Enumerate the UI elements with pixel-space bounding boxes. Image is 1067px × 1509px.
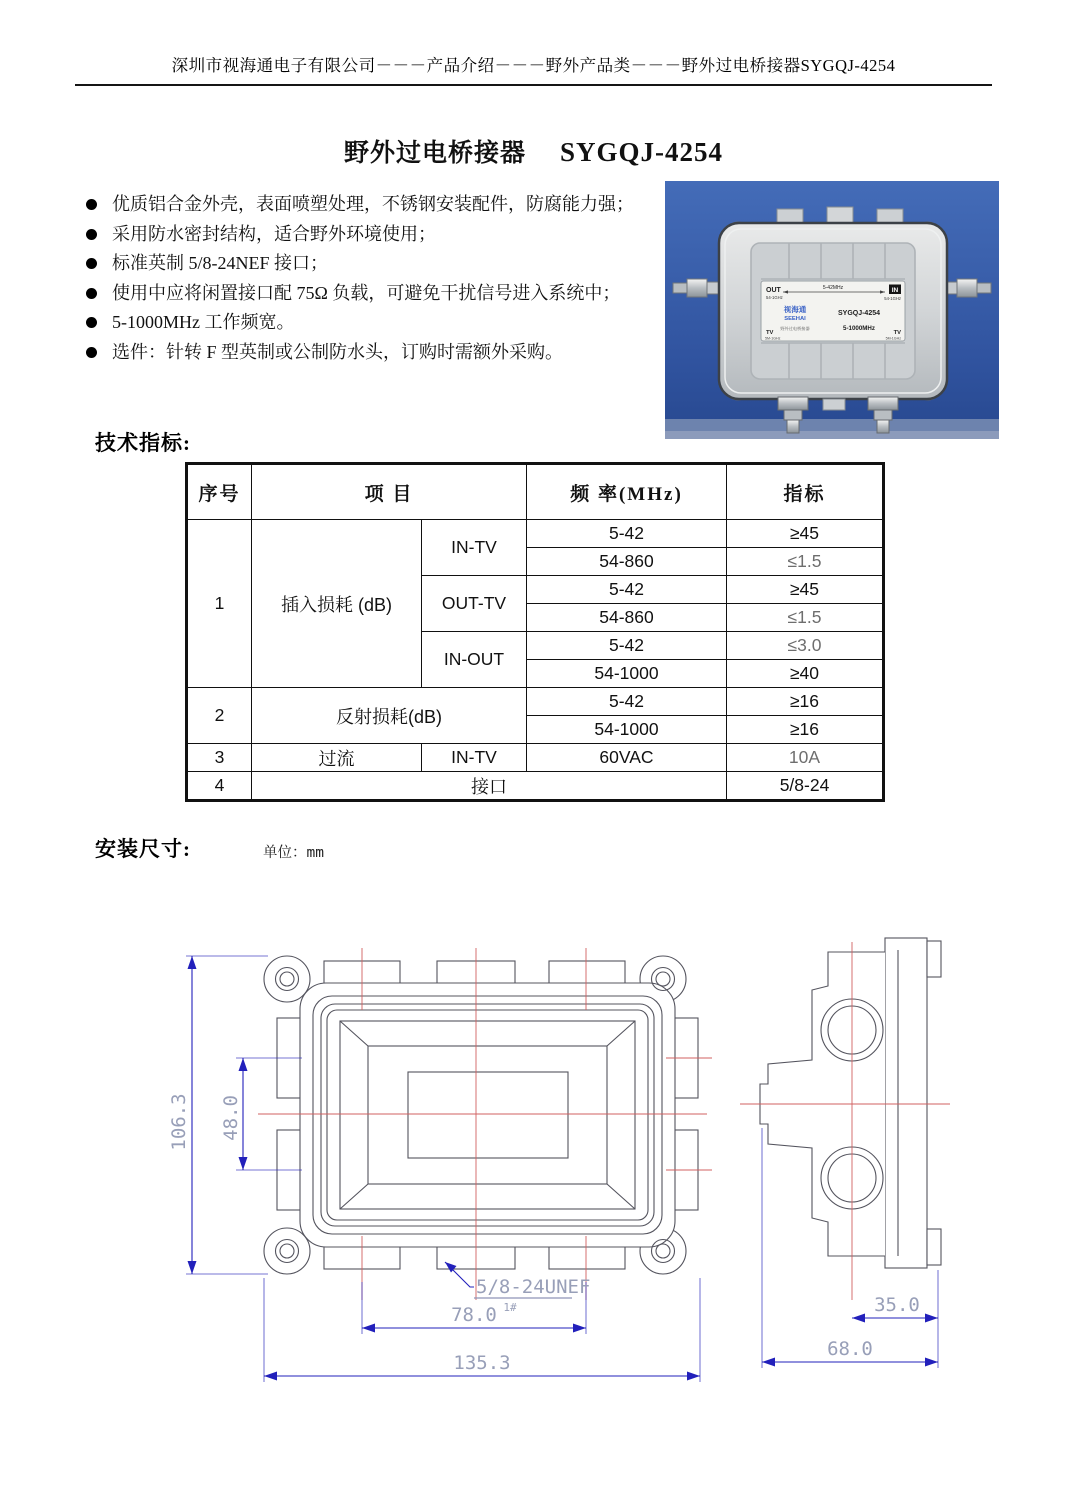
feature-text: 采用防水密封结构，适合野外环境使用； <box>112 223 436 244</box>
dim-depth-value: 68.0 <box>827 1338 873 1360</box>
cell-item: 插入损耗 (dB) <box>252 520 422 688</box>
label-product-name: 野外过电桥接器 <box>780 326 810 331</box>
label-tv-left-sub: 5M-1GHz <box>765 336 781 341</box>
label-tv-left: TV <box>766 330 774 336</box>
label-in-sub: 54-1GHz <box>884 296 901 301</box>
dimension-drawing <box>0 880 1067 1440</box>
cell-val: ≥16 <box>727 716 884 744</box>
cell-freq: 5-42 <box>527 632 727 660</box>
dim-height-value: 106.3 <box>168 1093 190 1151</box>
label-brand-en: SEEHAI <box>784 316 806 322</box>
cell-freq: 5-42 <box>527 520 727 548</box>
cell-freq: 5-42 <box>527 688 727 716</box>
cell-val: 5/8-24 <box>727 772 884 801</box>
feature-item <box>86 249 666 279</box>
col-header-freq: 频 率(MHz) <box>527 464 727 520</box>
cell-freq: 60VAC <box>527 744 727 772</box>
bullet-icon <box>86 347 97 358</box>
side-view <box>740 938 950 1368</box>
cell-sub: IN-TV <box>422 520 527 576</box>
cell-val: ≤3.0 <box>727 632 884 660</box>
bullet-icon <box>86 258 97 269</box>
label-tv-right: TV <box>893 330 901 336</box>
cell-sub: OUT-TV <box>422 576 527 632</box>
label-brand-cn: 视海通 <box>783 305 807 314</box>
unit-label: 单位：mm <box>263 845 324 861</box>
company-header: 深圳市视海通电子有限公司－－－产品介绍－－－野外产品类－－－野外过电桥接器SYGQJ-4254 <box>171 56 896 75</box>
product-photo <box>665 181 999 439</box>
table-row <box>187 520 884 548</box>
photo-table-edge <box>665 419 999 431</box>
cell-val: ≥45 <box>727 576 884 604</box>
label-tv-right-sub: 5M-1GHz <box>885 336 901 341</box>
page-title <box>0 133 1067 169</box>
label-band: 5-42MHz <box>822 285 844 291</box>
cell-item: 反射损耗(dB) <box>252 688 527 744</box>
dim-center-depth <box>852 1270 938 1324</box>
feature-item <box>86 190 666 220</box>
feature-item <box>86 279 666 309</box>
table-row <box>187 688 884 716</box>
cell-no: 2 <box>187 688 252 744</box>
feature-text: 使用中应将闲置接口配 75Ω 负载，可避免干扰信号进入系统中； <box>112 282 621 303</box>
cell-val: 10A <box>727 744 884 772</box>
label-out: OUT <box>766 287 781 294</box>
cell-val: ≥40 <box>727 660 884 688</box>
bullet-icon <box>86 229 97 240</box>
cell-val: ≤1.5 <box>727 548 884 576</box>
header-divider <box>75 84 992 86</box>
cell-val: ≤1.5 <box>727 604 884 632</box>
dimensions-heading: 安装尺寸: <box>95 837 191 861</box>
col-header-no: 序号 <box>187 464 252 520</box>
title-product-name: 野外过电桥接器 <box>343 140 526 167</box>
feature-item <box>86 220 666 250</box>
feature-list <box>86 190 666 367</box>
feature-text: 优质铝合金外壳，表面喷塑处理，不锈钢安装配件，防腐能力强； <box>112 194 634 214</box>
feature-text: 选件：针转 F 型英制或公制防水头，订购时需额外采购。 <box>112 341 564 362</box>
dim-center-depth-value: 35.0 <box>874 1294 920 1316</box>
cell-item: 过流 <box>252 744 422 772</box>
table-row <box>187 772 884 801</box>
cell-freq: 54-1000 <box>527 660 727 688</box>
cell-no: 4 <box>187 772 252 801</box>
specs-heading: 技术指标: <box>95 431 191 455</box>
col-header-spec: 指标 <box>727 464 884 520</box>
bullet-icon <box>86 199 97 210</box>
dim-tab-spacing-value: 48.0 <box>220 1095 242 1141</box>
label-in: IN <box>891 287 899 294</box>
case-label <box>761 281 905 341</box>
cell-freq: 54-1000 <box>527 716 727 744</box>
dim-height <box>168 956 268 1274</box>
feature-item <box>86 308 666 338</box>
label-model: SYGQJ-4254 <box>837 310 881 317</box>
cell-val: ≥16 <box>727 688 884 716</box>
bullet-icon <box>86 317 97 328</box>
cell-sub: IN-OUT <box>422 632 527 688</box>
dim-port-spacing-value: 78.0 <box>451 1304 497 1326</box>
thread-callout-value: 5/8-24UNEF <box>476 1276 591 1298</box>
title-model-number: SYGQJ-4254 <box>560 137 724 167</box>
label-range: 5-1000MHz <box>843 325 875 332</box>
thread-note-value: 1# <box>503 1301 517 1314</box>
cell-freq: 5-42 <box>527 576 727 604</box>
table-header-row <box>187 464 884 520</box>
cell-val: ≥45 <box>727 520 884 548</box>
table-row <box>187 744 884 772</box>
cell-item: 接口 <box>252 772 727 801</box>
label-out-sub: 54-1GHz <box>766 295 783 300</box>
col-header-item: 项 目 <box>252 464 527 520</box>
bullet-icon <box>86 288 97 299</box>
front-view <box>168 948 712 1382</box>
spec-table <box>185 462 885 802</box>
dim-width-value: 135.3 <box>453 1352 511 1374</box>
cell-freq: 54-860 <box>527 604 727 632</box>
cell-freq: 54-860 <box>527 548 727 576</box>
feature-text: 标准英制 5/8-24NEF 接口； <box>112 253 328 273</box>
photo-table-edge-light <box>665 431 999 439</box>
cell-no: 1 <box>187 520 252 688</box>
feature-text: 5-1000MHz 工作频宽。 <box>112 312 295 332</box>
cell-no: 3 <box>187 744 252 772</box>
cell-sub: IN-TV <box>422 744 527 772</box>
feature-item <box>86 338 666 368</box>
